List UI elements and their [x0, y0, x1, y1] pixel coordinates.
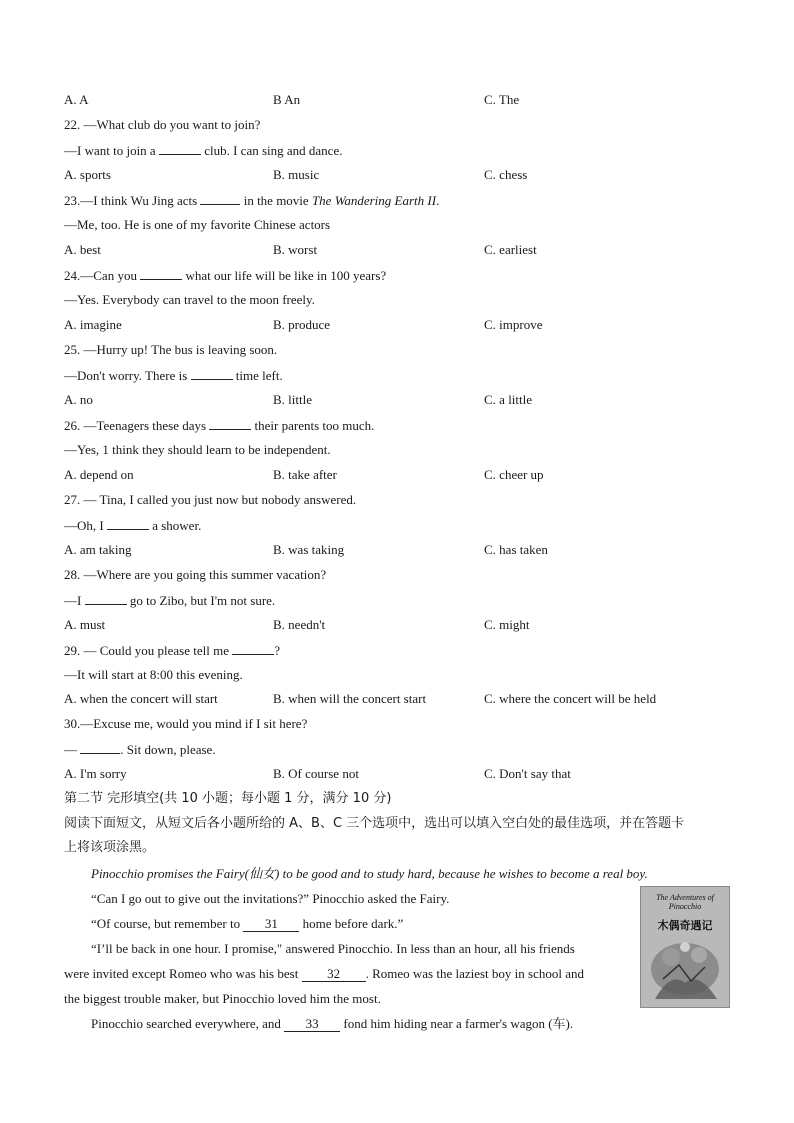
- q30-stem: 30.—Excuse me, would you mind if I sit here?: [64, 716, 308, 731]
- q30-option-b[interactable]: B. Of course not: [273, 766, 359, 781]
- q23-response: —Me, too. He is one of my favorite Chinese actors: [64, 217, 331, 232]
- q23-option-c[interactable]: C. earliest: [484, 242, 537, 257]
- q26-response: —Yes, 1 think they should learn to be independent.: [64, 442, 331, 457]
- section-instruction-line2: 上将该项涂黑。: [64, 840, 156, 855]
- q26-blank: [209, 417, 251, 430]
- q28-option-a[interactable]: A. must: [64, 617, 106, 632]
- q22-option-b[interactable]: B. music: [273, 167, 320, 182]
- q30-option-a[interactable]: A. I'm sorry: [64, 766, 127, 781]
- q26-option-c[interactable]: C. cheer up: [484, 467, 544, 482]
- q29-stem: 29. — Could you please tell me ?: [64, 643, 281, 658]
- q27-option-b[interactable]: B. was taking: [273, 542, 345, 557]
- passage-para-2: “Of course, but remember to 31 home before dark.”: [91, 916, 404, 931]
- passage-para-3-line2: were invited except Romeo who was his best 32 . Romeo was the laziest boy in school and: [64, 966, 584, 981]
- section-instruction-line1: 阅读下面短文，从短文后各小题所给的 A、B、C 三个选项中，选出可以填入空白处的最佳选项，并在答题卡: [64, 816, 685, 831]
- q23-option-a[interactable]: A. best: [64, 242, 101, 257]
- q30-response: — . Sit down, please.: [64, 742, 216, 757]
- q24-stem: 24.—Can you what our life will be like in 100 years?: [64, 268, 387, 283]
- q28-blank: [85, 592, 127, 605]
- q25-option-a[interactable]: A. no: [64, 392, 93, 407]
- q24-blank: [140, 267, 182, 280]
- q27-stem: 27. — Tina, I called you just now but nobody answered.: [64, 492, 357, 507]
- q21-option-b[interactable]: B An: [273, 92, 301, 107]
- q23-blank: [200, 192, 240, 205]
- q27-blank: [107, 517, 149, 530]
- q21-option-c[interactable]: C. The: [484, 92, 520, 107]
- blank-32[interactable]: 32: [302, 967, 366, 982]
- passage-para-4: Pinocchio searched everywhere, and 33 fond him hiding near a farmer's wagon (车).: [91, 1016, 574, 1031]
- q25-option-c[interactable]: C. a little: [484, 392, 533, 407]
- q26-option-b[interactable]: B. take after: [273, 467, 337, 482]
- section-heading: 第二节 完形填空(共 10 小题；每小题 1 分，满分 10 分): [64, 791, 392, 806]
- q29-option-b[interactable]: B. when will the concert start: [273, 691, 427, 706]
- q24-option-a[interactable]: A. imagine: [64, 317, 122, 332]
- passage-intro: Pinocchio promises the Fairy(仙女) to be good and to study hard, because he wishes to become a real boy.: [91, 866, 648, 881]
- book-illustration-icon: [641, 887, 729, 1007]
- q25-response: —Don't worry. There is time left.: [64, 368, 283, 383]
- q27-response: —Oh, I a shower.: [64, 518, 202, 533]
- passage-para-3-line1: “I’ll be back in one hour. I promise," answered Pinocchio. In less than an hour, all his friends: [91, 941, 575, 956]
- q25-option-b[interactable]: B. little: [273, 392, 312, 407]
- q21-option-a[interactable]: A. A: [64, 92, 89, 107]
- q26-stem: 26. —Teenagers these days their parents too much.: [64, 418, 375, 433]
- q28-option-b[interactable]: B. needn't: [273, 617, 326, 632]
- q26-option-a[interactable]: A. depend on: [64, 467, 134, 482]
- q22-stem: 22. —What club do you want to join?: [64, 117, 261, 132]
- q23-stem: 23.—I think Wu Jing acts in the movie The Wandering Earth II.: [64, 193, 440, 208]
- q28-stem: 28. —Where are you going this summer vacation?: [64, 567, 327, 582]
- q29-response: —It will start at 8:00 this evening.: [64, 667, 243, 682]
- q29-blank: [232, 642, 274, 655]
- q28-response: —I go to Zibo, but I'm not sure.: [64, 593, 276, 608]
- q28-option-c[interactable]: C. might: [484, 617, 530, 632]
- q27-option-c[interactable]: C. has taken: [484, 542, 548, 557]
- q27-option-a[interactable]: A. am taking: [64, 542, 132, 557]
- q22-response: —I want to join a club. I can sing and dance.: [64, 143, 343, 158]
- q25-stem: 25. —Hurry up! The bus is leaving soon.: [64, 342, 278, 357]
- q29-option-a[interactable]: A. when the concert will start: [64, 691, 218, 706]
- q22-option-a[interactable]: A. sports: [64, 167, 111, 182]
- q23-option-b[interactable]: B. worst: [273, 242, 318, 257]
- q24-option-b[interactable]: B. produce: [273, 317, 331, 332]
- book-cover-image: [640, 886, 730, 1008]
- passage-para-1: “Can I go out to give out the invitations?” Pinocchio asked the Fairy.: [91, 891, 450, 906]
- passage-para-3-line3: the biggest trouble maker, but Pinocchio loved him the most.: [64, 991, 381, 1006]
- book-title-en: The Adventures of Pinocchio: [656, 893, 714, 911]
- q24-option-c[interactable]: C. improve: [484, 317, 543, 332]
- q30-blank: [80, 741, 120, 754]
- q25-blank: [191, 367, 233, 380]
- blank-33[interactable]: 33: [284, 1017, 340, 1032]
- q24-response: —Yes. Everybody can travel to the moon freely.: [64, 292, 315, 307]
- q30-option-c[interactable]: C. Don't say that: [484, 766, 571, 781]
- q22-option-c[interactable]: C. chess: [484, 167, 528, 182]
- blank-31[interactable]: 31: [243, 917, 299, 932]
- q22-blank: [159, 142, 201, 155]
- book-title-cn: 木偶奇遇记: [657, 919, 713, 932]
- q29-option-c[interactable]: C. where the concert will be held: [484, 691, 657, 706]
